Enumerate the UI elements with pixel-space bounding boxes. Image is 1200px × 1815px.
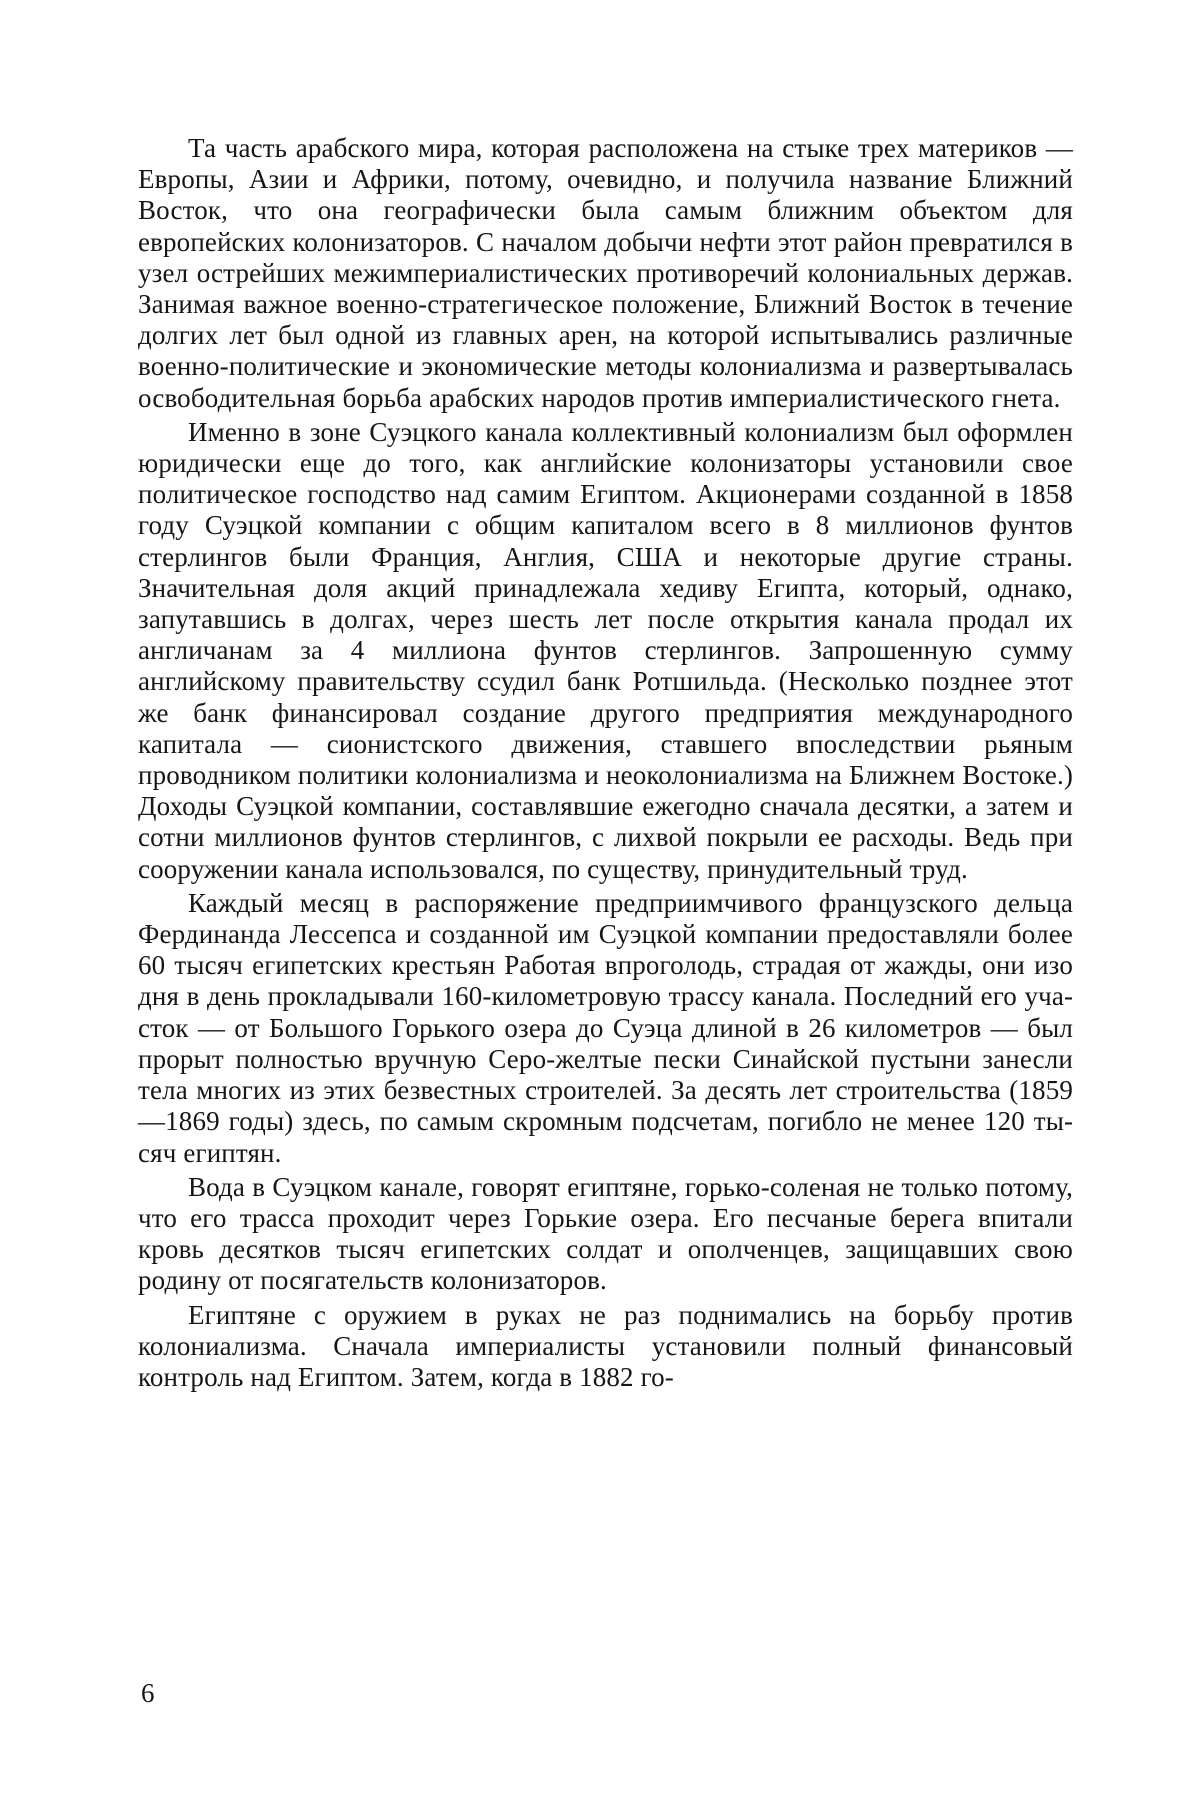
- page-body: [138, 133, 1073, 1393]
- paragraph-1: Та часть арабского мира, которая расположена на стыке трех материков — Европы, Азии и Африки, потому, очевидно, и получила название Ближний Восток, что она географически была самым ближним объектом для европейских колонизаторов. С началом добычи нефти этот район превратился в узел острейших межимпериалистических противоречий колониальных держав. Занимая важное военно-стратегическое положение, Ближний Восток в течение долгих лет был одной из главных арен, на которой испытывались различные военно-политические и экономические методы колониализма и развертывалась освободительная борьба арабских народов против империалистического гнета.: [138, 133, 1073, 413]
- paragraph-3: Каждый месяц в распоряжение предприимчивого французского дельца Фердинанда Лессепса и созданной им Суэцкой компании предоставляли более 60 тысяч египетских крестьян Работая впроголодь, страдая от жажды, они изо дня в день прокладывали 160-километровую трассу канала. Последний его участок — от Большого Горького озера до Суэца длиной в 26 километров — был прорыт полностью вручную Серо-желтые пески Синайской пустыни занесли тела многих из этих безвестных строителей. За десять лет строительства (1859—1869 годы) здесь, по самым скромным подсчетам, погибло не менее 120 тысяч египтян.: [138, 887, 1073, 1168]
- page-number: 6: [141, 1678, 155, 1708]
- paragraph-5: Египтяне с оружием в руках не раз поднимались на борьбу против колониализма. Сначала империалисты установили полный финансовый контроль над Египтом. Затем, когда в 1882 го-: [138, 1299, 1073, 1392]
- paragraph-2: Именно в зоне Суэцкого канала коллективный колониализм был оформлен юридически еще до того, как английские колонизаторы установили свое политическое господство над самим Египтом. Акционерами созданной в 1858 году Суэцкой компании с общим капиталом всего в 8 миллионов фунтов стерлингов были Франция, Англия, США и некоторые другие страны. Значительная доля акций принадлежала хедиву Египта, который, однако, запутавшись в долгах, через шесть лет после открытия канала продал их англичанам за 4 миллиона фунтов стерлингов. Запрошенную сумму английскому правительству ссудил банк Ротшильда. (Несколько позднее этот же банк финансировал создание другого предприятия международного капитала — сионистского движения, ставшего впоследствии рьяным проводником политики колониализма и неоколониализма на Ближнем Востоке.) Доходы Суэцкой компании, составлявшие ежегодно сначала десятки, а затем и сотни миллионов фунтов стерлингов, с лихвой покрыли ее расходы. Ведь при сооружении канала использовался, по существу, принудительный труд.: [138, 416, 1073, 884]
- paragraph-4: Вода в Суэцком канале, говорят египтяне, горько-соленая не только потому, что его трасса проходит через Горькие озера. Его песчаные берега впитали кровь десятков тысяч египетских солдат и ополченцев, защищавших свою родину от посягательств колонизаторов.: [138, 1171, 1073, 1296]
